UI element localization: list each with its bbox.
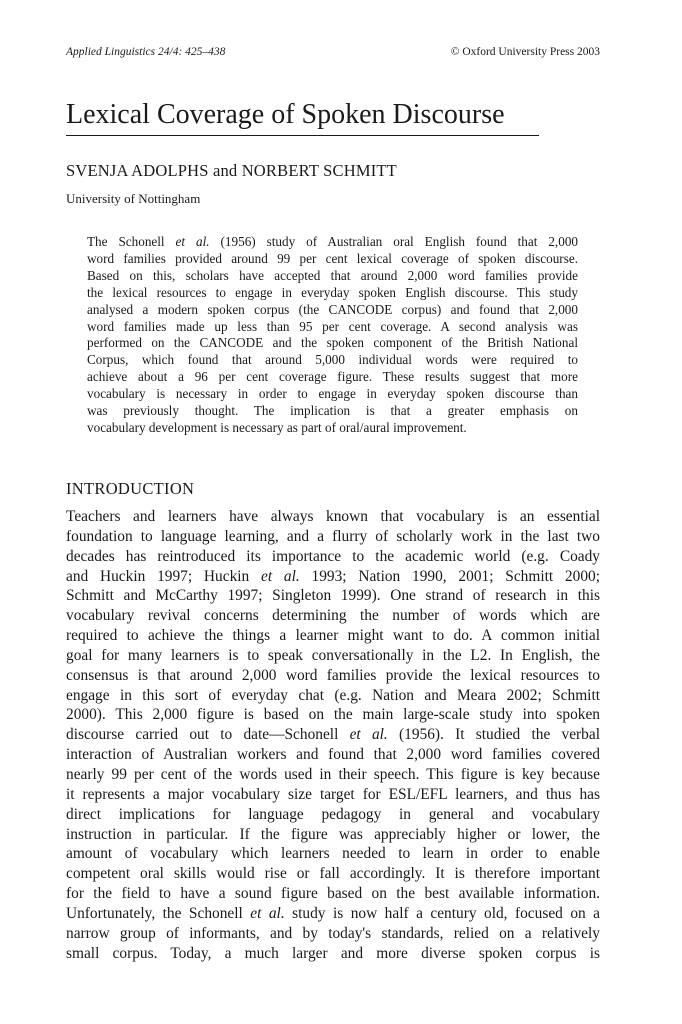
text-line bbox=[87, 369, 578, 386]
text-segment: and Huckin 1997; Huckin bbox=[66, 567, 262, 585]
text-line bbox=[66, 864, 600, 884]
text-line bbox=[66, 646, 600, 666]
text-segment: (1956) study of Australian oral English found that 2,000 bbox=[209, 234, 579, 249]
text-segment: foundation to language learning, and a flurry of scholarly work in the last two bbox=[66, 527, 600, 545]
text-segment: was previously thought. The implication is that a greater emphasis on bbox=[87, 403, 578, 419]
text-segment: vocabulary is necessary in order to engage in everyday spoken discourse than bbox=[87, 386, 578, 402]
text-segment: study is now half a century old, focused on a bbox=[284, 904, 601, 922]
text-line bbox=[66, 725, 600, 745]
text-segment: achieve about a 96 per cent coverage figure. These results suggest that more bbox=[87, 369, 578, 385]
article-title: Lexical Coverage of Spoken Discourse bbox=[66, 99, 505, 130]
text-line bbox=[66, 944, 600, 964]
text-line bbox=[66, 904, 600, 924]
introduction-heading: INTRODUCTION bbox=[66, 479, 195, 498]
text-segment: Corpus, which found that around 5,000 individual words were required to bbox=[87, 352, 578, 368]
text-line bbox=[87, 285, 578, 302]
text-segment: Based on this, scholars have accepted that around 2,000 word families provide bbox=[87, 267, 578, 283]
text-segment: Teachers and learners have always known that vocabulary is an essential bbox=[66, 508, 600, 525]
text-line bbox=[87, 386, 578, 403]
text-line bbox=[87, 319, 578, 336]
italic-text: et al. bbox=[349, 726, 388, 744]
text-line bbox=[87, 420, 578, 437]
text-segment: for the field to have a sound figure based on the best available information. bbox=[66, 885, 600, 903]
text-line bbox=[66, 586, 600, 606]
italic-text: et al. bbox=[261, 567, 300, 585]
text-line bbox=[87, 234, 578, 251]
text-line bbox=[66, 785, 600, 805]
text-segment: engage in this sort of everyday chat (e.g. Nation and Meara 2002; Schmitt bbox=[66, 686, 600, 704]
text-line bbox=[66, 884, 600, 904]
author-affiliation: University of Nottingham bbox=[66, 191, 201, 206]
text-segment: instruction in particular. If the figure was appreciably higher or lower, the bbox=[66, 825, 600, 843]
text-segment: it represents a major vocabulary size target for ESL/EFL learners, and thus has bbox=[66, 785, 600, 803]
text-segment: direct implications for language pedagogy in general and vocabulary bbox=[66, 805, 600, 823]
text-segment: word families provided around 99 per cent lexical coverage of spoken discourse. bbox=[87, 250, 578, 266]
copyright-notice: © Oxford University Press 2003 bbox=[450, 46, 600, 58]
article-authors: SVENJA ADOLPHS and NORBERT SCHMITT bbox=[66, 161, 397, 180]
running-head bbox=[66, 44, 600, 60]
text-line bbox=[66, 924, 600, 944]
text-line bbox=[87, 352, 578, 369]
text-line bbox=[66, 666, 600, 686]
text-segment: small corpus. Today, a much larger and more diverse spoken corpus is bbox=[66, 944, 600, 962]
text-line bbox=[87, 251, 578, 268]
journal-reference: Applied Linguistics 24/4: 425–438 bbox=[66, 46, 226, 58]
text-line bbox=[87, 403, 578, 420]
text-line bbox=[66, 686, 600, 706]
text-line bbox=[66, 606, 600, 626]
text-segment: nearly 99 per cent of the words used in their speech. This figure is key because bbox=[66, 765, 600, 783]
text-segment: The Schonell bbox=[87, 234, 176, 249]
text-segment: (1956). It studied the verbal bbox=[387, 726, 600, 744]
text-line bbox=[87, 335, 578, 352]
abstract bbox=[87, 234, 578, 437]
text-line bbox=[66, 745, 600, 765]
text-line bbox=[66, 547, 600, 567]
text-line bbox=[66, 825, 600, 845]
text-segment: competent oral skills would rise or fall accordingly. It is therefore important bbox=[66, 865, 600, 883]
text-segment: Unfortunately, the Schonell bbox=[66, 904, 251, 922]
text-segment: 2000). This 2,000 figure is based on the main large-scale study into spoken bbox=[66, 706, 600, 724]
text-segment: Schmitt and McCarthy 1997; Singleton 1999). One strand of research in this bbox=[66, 587, 600, 605]
text-segment: word families made up less than 95 per cent coverage. A second analysis was bbox=[87, 318, 578, 334]
text-segment: consensus is that around 2,000 word families provide the lexical resources to bbox=[66, 666, 600, 684]
text-segment: discourse carried out to date—Schonell bbox=[66, 726, 350, 744]
text-line bbox=[87, 268, 578, 285]
italic-text: et al. bbox=[250, 904, 285, 922]
text-line bbox=[66, 805, 600, 825]
text-line bbox=[87, 302, 578, 319]
text-line bbox=[66, 527, 600, 547]
text-segment: amount of vocabulary which learners needed to learn in order to enable bbox=[66, 845, 600, 863]
title-underline bbox=[66, 135, 539, 136]
text-line bbox=[66, 844, 600, 864]
text-line bbox=[66, 705, 600, 725]
italic-text: et al. bbox=[175, 234, 210, 249]
introduction-body bbox=[66, 507, 600, 963]
text-segment: the lexical resources to engage in everyday spoken English discourse. This study bbox=[87, 284, 578, 300]
text-segment: vocabulary revival concerns determining the number of words which are bbox=[66, 607, 600, 625]
text-segment: 1993; Nation 1990, 2001; Schmitt 2000; bbox=[299, 567, 600, 585]
text-segment: vocabulary development is necessary as part of oral/aural improvement. bbox=[87, 419, 467, 435]
text-segment: narrow group of informants, and by today's standards, relied on a relatively bbox=[66, 924, 600, 942]
text-line bbox=[66, 567, 600, 587]
text-segment: analysed a modern spoken corpus (the CANCODE corpus) and found that 2,000 bbox=[87, 301, 578, 317]
text-segment: interaction of Australian workers and found that 2,000 word families covered bbox=[66, 746, 600, 764]
text-line bbox=[66, 626, 600, 646]
text-segment: decades has reintroduced its importance to the academic world (e.g. Coady bbox=[66, 547, 600, 565]
text-line bbox=[66, 507, 600, 527]
text-segment: required to achieve the things a learner might want to do. A common initial bbox=[66, 627, 600, 645]
text-segment: performed on the CANCODE and the spoken component of the British National bbox=[87, 335, 578, 351]
text-segment: goal for many learners is to speak conversationally in the L2. In English, the bbox=[66, 646, 600, 664]
text-line bbox=[66, 765, 600, 785]
